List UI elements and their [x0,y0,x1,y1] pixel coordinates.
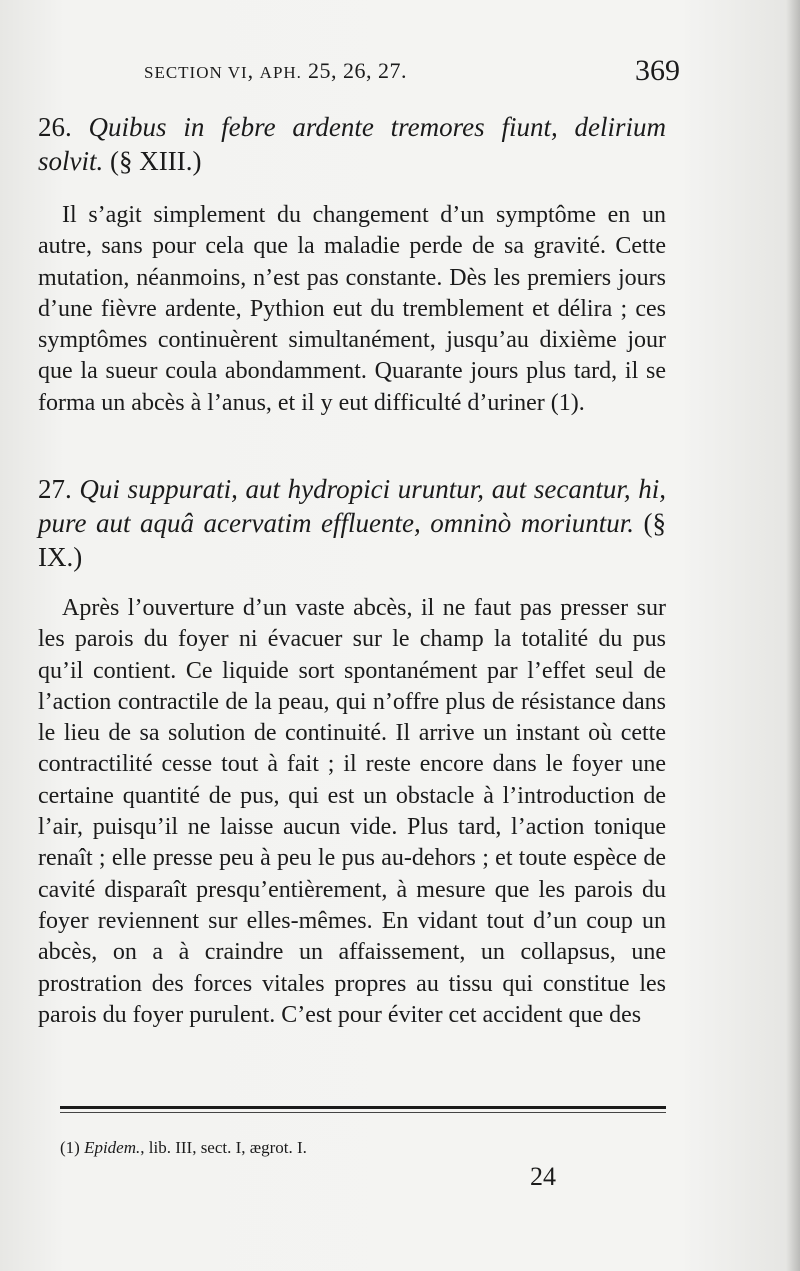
aphorism-ref: (§ IX.) [38,508,667,572]
footnote-rule-thin [60,1112,666,1113]
page-edge-shadow [786,0,800,1271]
page-number: 369 [635,54,680,87]
footnote-ref: Epidem. [84,1138,141,1157]
aphorism-27 [38,472,666,574]
commentary-paragraph-2: Après l’ouverture d’un vaste abcès, il ne faut pas presser sur les parois du foyer ni évacuer sur le champ la totalité du pus qu’il contient. Ce liquide sort spontanément par l’effet seul de l’action contractile de la peau, qui n’offre plus de résistance dans le lieu de sa solution de continuité. Il arrive un instant où cette contractilité cesse tout à fait ; il reste encore dans le foyer une certaine quantité de pus, qui est un obstacle à l’introduction de l’air, puisqu’il ne laisse aucun vide. Plus tard, l’action tonique renaît ; elle presse peu à peu le pus au-dehors ; et toute espèce de cavité disparaît presqu’entièrement, à mesure que les parois du foyer reviennent sur elles-mêmes. En vidant tout d’un coup un abcès, on a à craindre un affaissement, un collapsus, une prostration des forces vitales propres au tissu qui constitue les parois du foyer purulent. C’est pour éviter cet accident que des [38,595,666,1028]
footnote-rule [60,1106,666,1109]
footnote-marker: (1) [60,1138,80,1157]
footnote [60,1138,307,1158]
signature-mark: 24 [530,1162,556,1191]
running-header [140,52,680,92]
footnote-text: , lib. III, sect. I, ægrot. I. [140,1138,307,1157]
aphorism-latin: Qui suppurati, aut hydropici uruntur, aut secantur, hi, pure aut aquâ acervatim effluente, omninò moriuntur. [38,474,666,538]
section-label: SECTION VI [144,63,248,82]
aphorism-number: 27. [38,474,72,504]
aph-numbers: 25, 26, 27. [307,58,407,83]
aphorism-number: 26. [38,112,72,142]
aphorism-latin: Quibus in febre ardente tremores fiunt, delirium solvit. [38,112,666,176]
running-title: SECTION VI, APH. 25, 26, 27. [144,58,407,83]
aph-label: APH. [259,63,302,82]
aphorism-26 [38,110,666,178]
aphorism-ref: (§ XIII.) [110,146,202,176]
commentary-paragraph-1: Il s’agit simplement du changement d’un symptôme en un autre, sans pour cela que la maladie perde de sa gravité. Cette mutation, néanmoins, n’est pas constante. Dès les premiers jours d’une fièvre ardente, Pythion eut du tremblement et délira ; ces symptômes continuèrent simultanément, jusqu’au dixième jour que la sueur coula abondamment. Quarante jours plus tard, il se forma un abcès à l’anus, et il y eut difficulté d’uriner (1). [38,202,666,416]
